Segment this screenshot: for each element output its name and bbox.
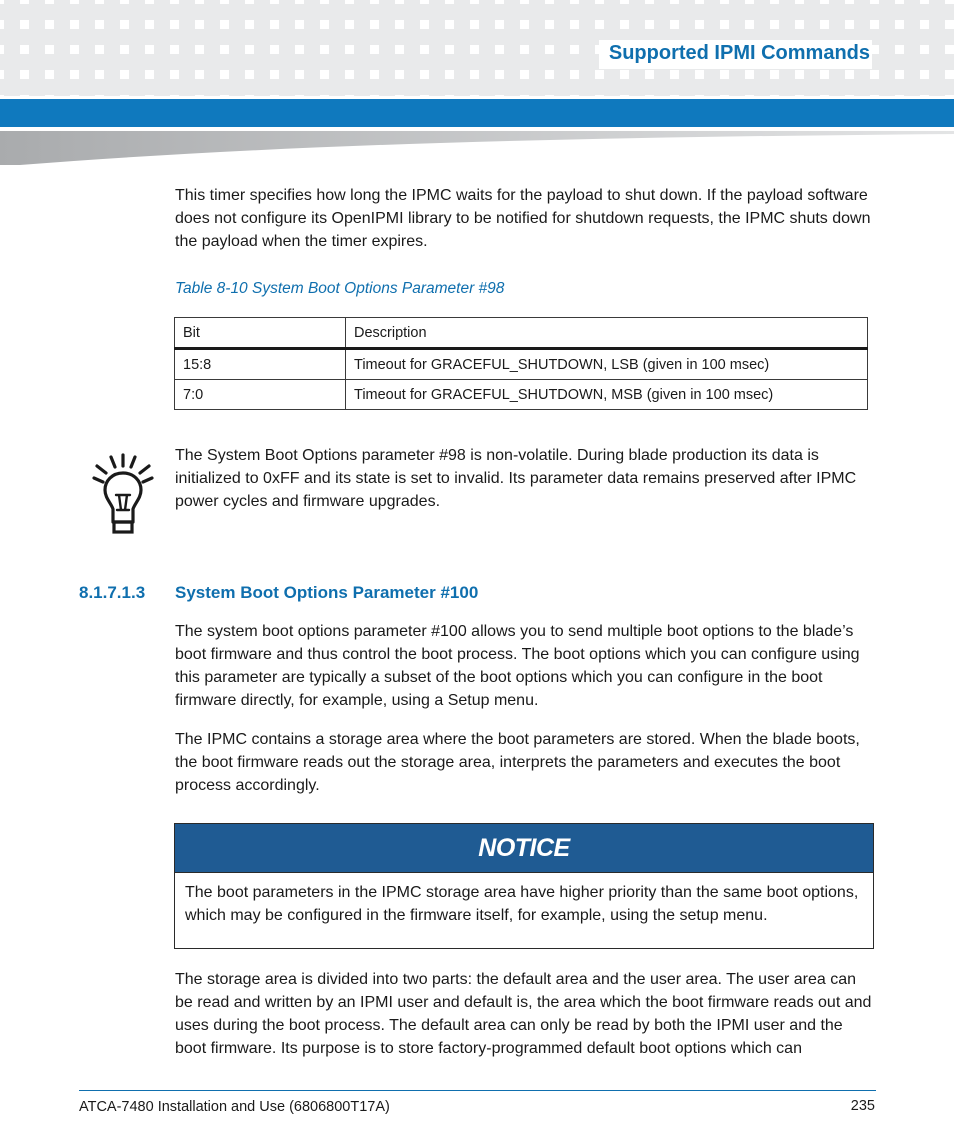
page-header-title: Supported IPMI Commands bbox=[599, 40, 872, 69]
column-header-description: Description bbox=[346, 318, 868, 349]
lightbulb-icon bbox=[92, 452, 154, 536]
section-paragraph-2: The IPMC contains a storage area where the boot parameters are stored. When the blade boots, the boot firmware reads out the storage area, interprets the parameters and executes the boot process accordingly. bbox=[175, 731, 860, 794]
table-cell-description: Timeout for GRACEFUL_SHUTDOWN, LSB (given in 100 msec) bbox=[346, 349, 868, 380]
footer-divider bbox=[79, 1090, 876, 1091]
header-grey-swoosh bbox=[0, 131, 954, 165]
notice-heading: NOTICE bbox=[478, 833, 570, 862]
header-blue-bar bbox=[0, 99, 954, 127]
closing-paragraph: The storage area is divided into two parts: the default area and the user area. The user area can be read and written by an IPMI user and default is, the area which the boot firmware reads out and uses during the boot process. The default area can only be read by both the IPMI user and the boot firmware. Its purpose is to store factory-programmed default boot options which can bbox=[175, 971, 872, 1057]
notice-header bbox=[175, 824, 873, 873]
page-number: 235 bbox=[850, 1098, 875, 1114]
table-cell-bit: 7:0 bbox=[175, 380, 346, 410]
notice-box bbox=[174, 823, 874, 949]
table-row bbox=[175, 380, 868, 410]
intro-paragraph: This timer specifies how long the IPMC waits for the payload to shut down. If the payload software does not configure its OpenIPMI library to be notified for shutdown requests, the IPMC shuts down the payload when the timer expires. bbox=[175, 187, 871, 250]
table-header-row bbox=[175, 318, 868, 349]
footer-document-title: ATCA-7480 Installation and Use (6806800T17A) bbox=[79, 1099, 390, 1115]
parameter-table bbox=[174, 317, 868, 410]
section-title: System Boot Options Parameter #100 bbox=[175, 583, 479, 602]
table-caption: Table 8-10 System Boot Options Parameter #98 bbox=[175, 280, 505, 297]
section-number: 8.1.7.1.3 bbox=[79, 583, 146, 602]
column-header-bit: Bit bbox=[175, 318, 346, 349]
section-paragraph-1: The system boot options parameter #100 allows you to send multiple boot options to the blade’s boot firmware and thus control the boot process. The boot options which you can configure using this parameter are typically a subset of the boot options which you can configure in the boot firmware directly, for example, using a Setup menu. bbox=[175, 623, 860, 709]
table-row bbox=[175, 349, 868, 380]
notice-text: The boot parameters in the IPMC storage area have higher priority than the same boot options, which may be configured in the firmware itself, for example, using the setup menu. bbox=[185, 884, 859, 924]
table-cell-bit: 15:8 bbox=[175, 349, 346, 380]
tip-text: The System Boot Options parameter #98 is non-volatile. During blade production its data is initialized to 0xFF and its state is set to invalid. Its parameter data remains preserved after IPMC power cycles and firmware upgrades. bbox=[175, 447, 857, 510]
table-cell-description: Timeout for GRACEFUL_SHUTDOWN, MSB (given in 100 msec) bbox=[346, 380, 868, 410]
